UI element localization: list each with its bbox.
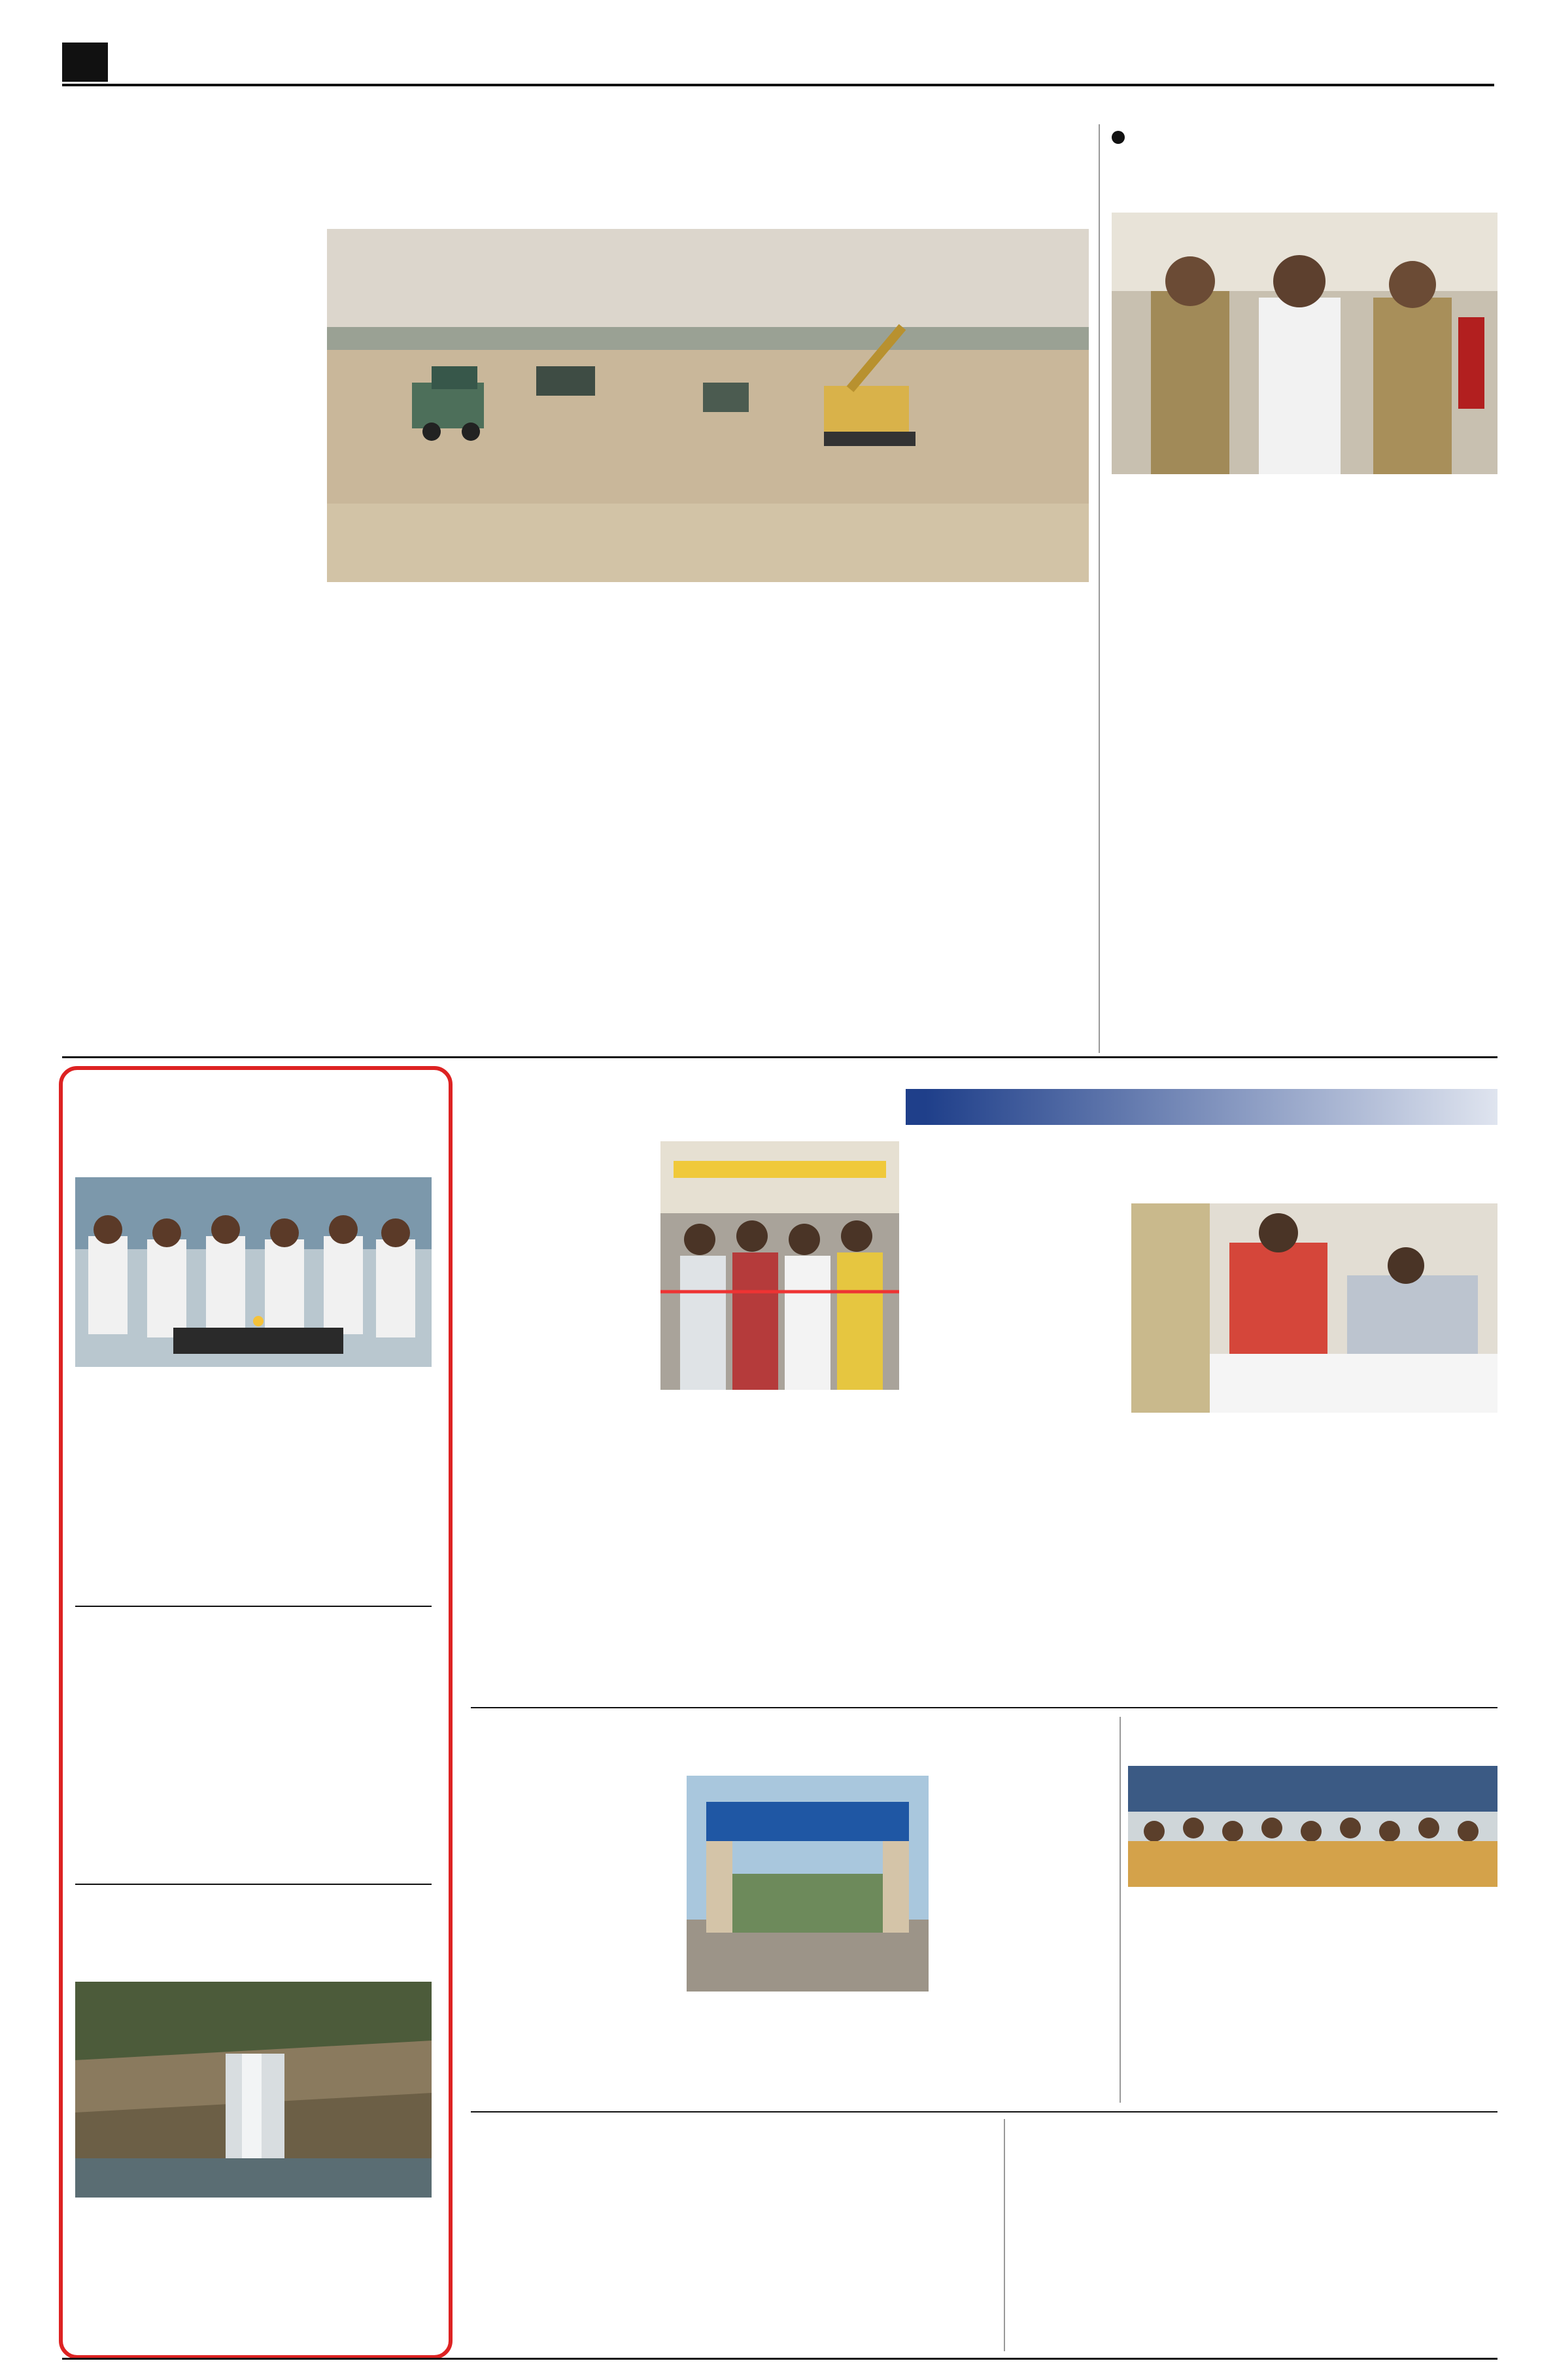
hostel-body-bottom	[471, 1998, 1115, 2103]
column-divider	[1099, 124, 1100, 1053]
congress-body	[75, 1380, 432, 1596]
section-rule	[62, 2358, 1497, 2360]
hostel-gate-photo	[687, 1776, 929, 1992]
cwc-photo	[1131, 1203, 1497, 1413]
page-number-badge	[62, 43, 108, 82]
dengue-body	[1128, 1897, 1497, 2103]
column-divider	[1120, 1717, 1121, 2103]
waterfall-body	[75, 2207, 432, 2345]
hostel-col-mid	[938, 1776, 1115, 1992]
hostel-side-body	[471, 1776, 680, 1992]
congress-photo	[75, 1177, 432, 1367]
divider	[75, 1884, 432, 1885]
kicker-banner	[925, 1089, 1497, 1125]
jindal-body	[471, 1400, 899, 1700]
section-rule	[62, 1056, 1497, 1058]
tuition-body	[471, 2207, 997, 2351]
divider	[471, 2111, 1497, 2113]
cwc-body	[909, 1203, 1121, 1700]
arrest-photo	[1112, 213, 1497, 474]
dengue-photo	[1128, 1766, 1497, 1887]
vigilance-body	[1014, 2178, 1497, 2351]
lead-col3	[575, 592, 827, 1043]
jindal-photo	[660, 1141, 899, 1390]
lead-col4	[840, 592, 1092, 1043]
sidebar-body	[1112, 487, 1497, 1056]
kicker-bar	[906, 1089, 925, 1125]
bullet-icon	[1112, 131, 1125, 144]
jindal-side-body	[471, 1141, 654, 1390]
divider	[471, 1707, 1497, 1708]
divider	[75, 1606, 432, 1607]
lead-photo	[327, 229, 1089, 582]
header-rule	[62, 84, 1494, 86]
lead-col1	[62, 232, 320, 1043]
lead-col2	[327, 592, 566, 1043]
car-body-body	[75, 1661, 432, 1877]
waterfall-photo	[75, 1982, 432, 2198]
column-divider	[1004, 2119, 1005, 2351]
cwc-body-2	[1131, 1423, 1497, 1700]
